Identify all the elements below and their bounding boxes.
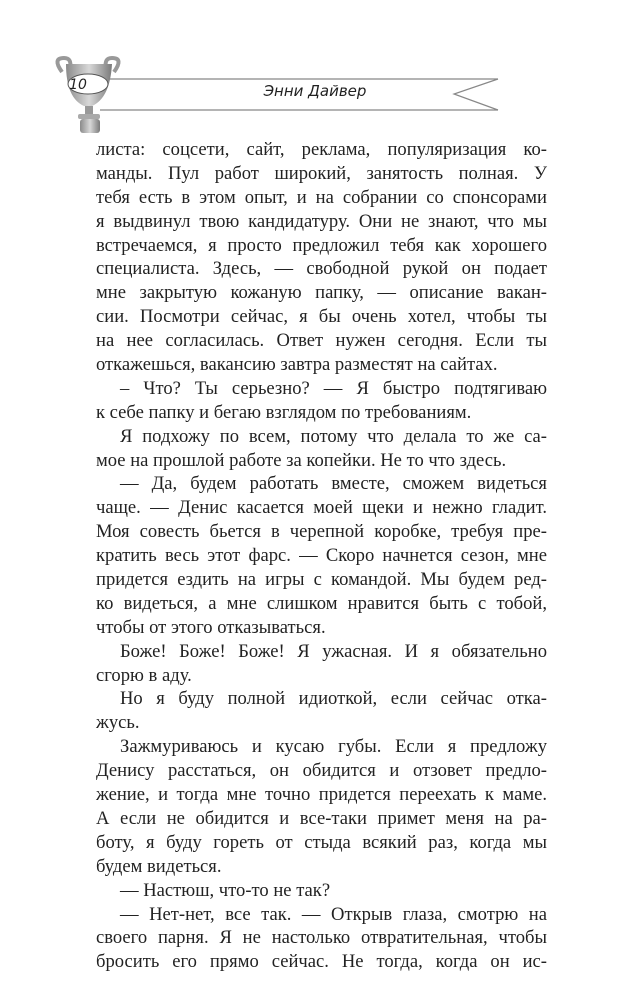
text-line: тебя есть в этом опыт, и на собрании со спонсорами [96,186,547,208]
text-line: к себе папку и бегаю взглядом по требованиям. [96,401,472,423]
text-line: Боже! Боже! Боже! Я ужасная. И я обязательно [120,640,547,662]
text-line: откажешься, вакансию завтра разместят на сайтах. [96,354,498,376]
running-title-author: Энни Дайвер [263,82,367,100]
running-header [0,0,618,140]
text-line: Денису расстаться, он обидится и отзовет предло- [96,760,547,782]
body-text [96,138,547,974]
text-line: Я подхожу по всем, потому что делала то же са- [120,425,547,447]
text-line: — Нет-нет, все так. — Открыв глаза, смотрю на [120,903,547,925]
text-line: кратить весь этот фарс. — Скоро начнется сезон, мне [96,545,547,567]
text-line: встречаемся, я просто предложил тебя как хорошего [96,234,547,256]
text-line: А если не обидится и все-таки примет меня на ра- [96,807,547,829]
text-line: жусь. [96,712,140,734]
trophy-banner-icon [0,0,618,140]
text-line: Моя совесть бьется в черепной коробке, требуя пре- [96,521,547,543]
text-line: сии. Посмотри сейчас, я бы очень хотел, чтобы ты [96,306,547,328]
text-line: будем видеться. [96,855,222,877]
text-line: боту, я буду гореть от стыда всякий раз, когда мы [96,831,547,853]
text-line: манды. Пул работ широкий, занятость полная. У [96,162,547,184]
text-line: бросить его прямо сейчас. Не тогда, когда он ис- [96,951,547,973]
text-line: я выдвинул твою кандидатуру. Они не знают, что мы [96,210,547,232]
text-line: жение, и тогда мне точно придется переехать к маме. [96,784,547,806]
text-line: Зажмуриваюсь и кусаю губы. Если я предложу [120,736,547,758]
text-line: – Что? Ты серьезно? — Я быстро подтягиваю [120,377,547,399]
text-line: мое на прошлой работе за копейки. Не то что здесь. [96,449,507,471]
text-line: на нее согласилась. Ответ нужен сегодня. Если ты [96,330,547,352]
text-line: листа: соцсети, сайт, реклама, популяризация ко- [96,139,547,160]
text-line: сгорю в аду. [96,664,192,686]
text-line: чаще. — Денис касается моей щеки и нежно гладит. [96,497,547,519]
text-line: специалиста. Здесь, — свободной рукой он подает [96,258,547,280]
text-line: мне закрытую кожаную папку, — описание вакан- [96,282,547,304]
text-line: ко видеться, а мне слишком нравится быть с тобой, [96,592,547,614]
text-line: — Да, будем работать вместе, сможем видеться [120,473,547,495]
text-line: своего парня. Я не настолько отвратительная, чтобы [96,927,547,949]
page-number: 10 [69,77,87,93]
text-line: чтобы от этого отказываться. [96,616,326,638]
text-line: придется ездить на игры с командой. Мы будем ред- [96,569,547,591]
text-line: — Настюш, что-то не так? [120,879,331,901]
text-line: Но я буду полной идиоткой, если сейчас отка- [120,688,547,710]
